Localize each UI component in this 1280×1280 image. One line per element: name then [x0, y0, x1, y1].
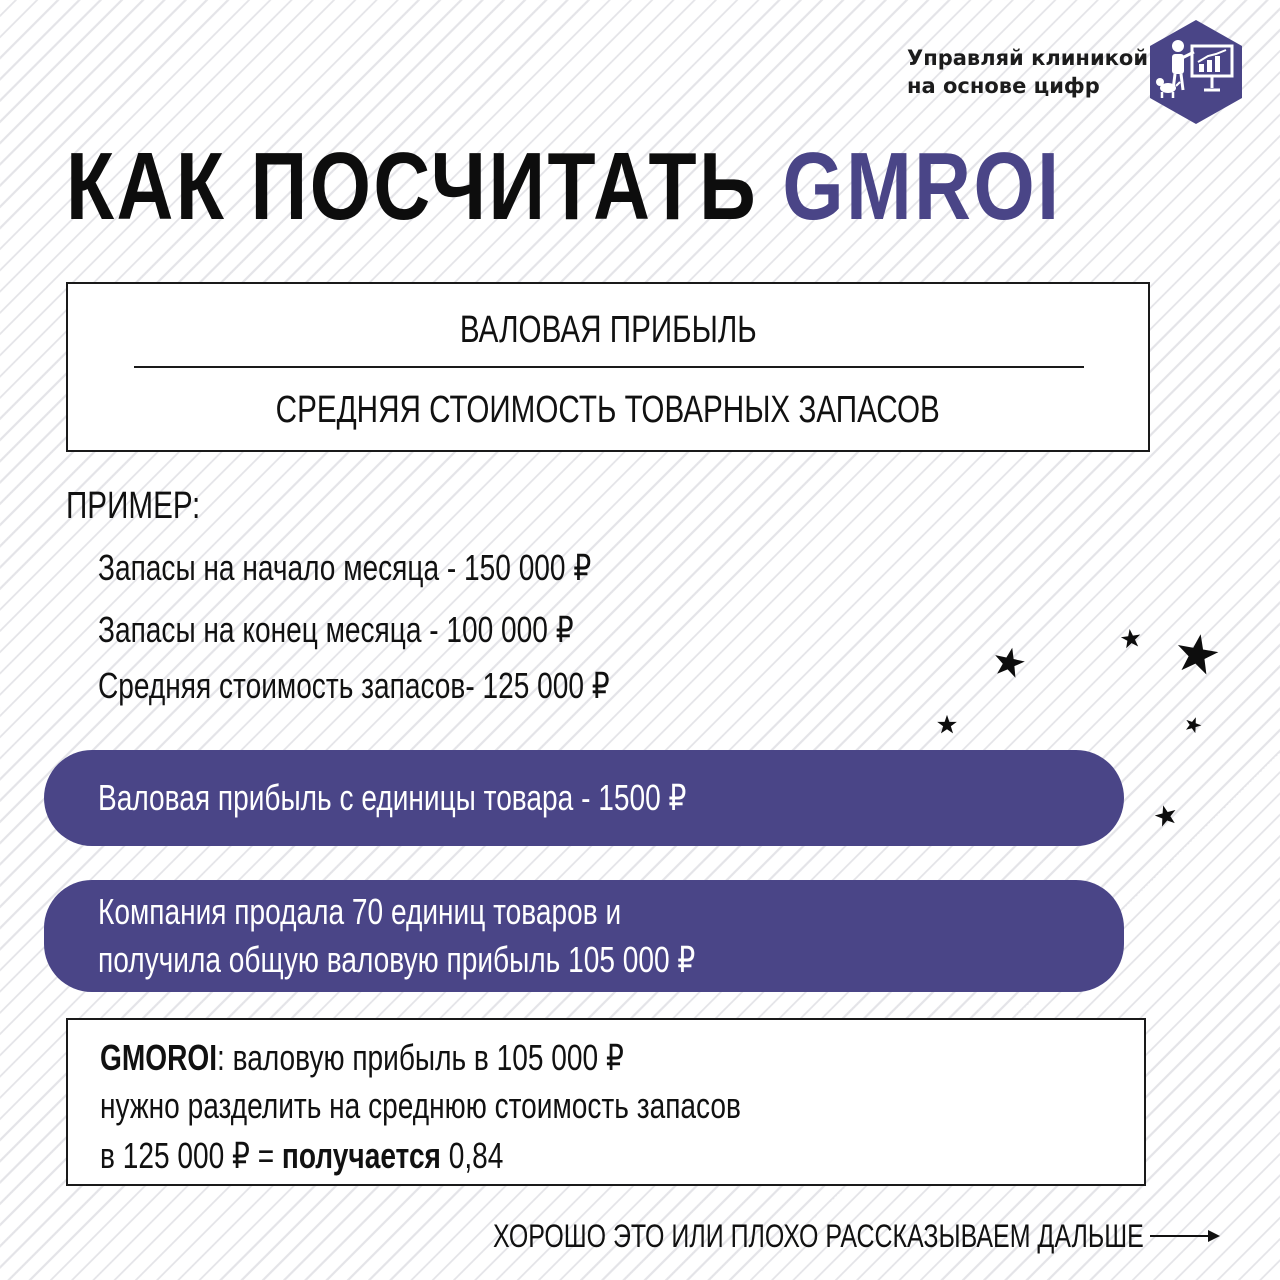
brand-logo-icon — [1146, 18, 1246, 126]
highlight-line: получила общую валовую прибыль 105 000 ₽ — [98, 939, 696, 980]
footer-cta-text: ХОРОШО ЭТО ИЛИ ПЛОХО РАССКАЗЫВАЕМ ДАЛЬШЕ — [493, 1218, 1144, 1254]
star-icon — [1120, 628, 1142, 650]
result-term: GMOROI — [100, 1037, 217, 1078]
example-line-stock-start — [98, 546, 730, 590]
highlight-unit-profit-text — [98, 750, 1124, 822]
result-line-1 — [100, 1036, 772, 1080]
result-box — [66, 1018, 1146, 1186]
arrow-right-icon[interactable] — [1150, 1228, 1220, 1244]
result-line-3-start: в 125 000 ₽ = — [100, 1135, 282, 1176]
brand-tagline-line-2: на основе цифр — [907, 74, 1100, 98]
result-line-3 — [100, 1134, 617, 1178]
highlight-line: Валовая прибыль с единицы товара - 1500 ₽ — [98, 777, 687, 818]
page-title — [66, 132, 1061, 242]
example-line-stock-average — [98, 664, 754, 708]
page-title-prefix: КАК ПОСЧИТАТЬ — [66, 133, 783, 240]
formula-numerator-text: ВАЛОВАЯ ПРИБЫЛЬ — [459, 309, 757, 351]
brand-tagline — [907, 44, 1148, 100]
example-line-text: Запасы на конец месяца - 100 000 ₽ — [98, 609, 574, 650]
result-line-2-text: нужно разделить на среднюю стоимость запасов — [100, 1085, 741, 1126]
star-icon — [936, 714, 958, 736]
result-line-2 — [100, 1084, 922, 1128]
result-line-1-text — [100, 1036, 624, 1080]
result-value: 0,84 — [440, 1135, 504, 1176]
formula-denominator — [68, 388, 1148, 432]
fraction-divider — [134, 366, 1084, 368]
star-icon — [1174, 632, 1220, 678]
example-line-text: Запасы на начало месяца - 150 000 ₽ — [98, 547, 592, 588]
formula-box — [66, 282, 1150, 452]
brand-tagline-line-1: Управляй клиникой — [907, 46, 1149, 70]
formula-denominator-text: СРЕДНЯЯ СТОИМОСТЬ ТОВАРНЫХ ЗАПАСОВ — [275, 389, 941, 431]
example-label-text: ПРИМЕР: — [66, 485, 201, 527]
example-label — [66, 484, 238, 528]
formula-numerator — [68, 308, 1148, 352]
highlight-total-profit-text — [98, 880, 1124, 984]
example-line-text: Средняя стоимость запасов- 125 000 ₽ — [98, 665, 610, 706]
result-line-1-rest: : валовую прибыль в 105 000 ₽ — [217, 1037, 624, 1078]
star-icon — [1184, 716, 1202, 734]
example-line-stock-end — [98, 608, 708, 652]
result-line-3-bold: получается — [281, 1135, 441, 1176]
result-line-3-text — [100, 1134, 503, 1178]
highlight-line: Компания продала 70 единиц товаров и — [98, 891, 622, 932]
highlight-unit-profit — [44, 750, 1124, 846]
star-icon — [992, 646, 1026, 680]
page-title-accent: GMROI — [782, 133, 1062, 240]
highlight-total-profit — [44, 880, 1124, 992]
star-icon — [1154, 804, 1178, 828]
